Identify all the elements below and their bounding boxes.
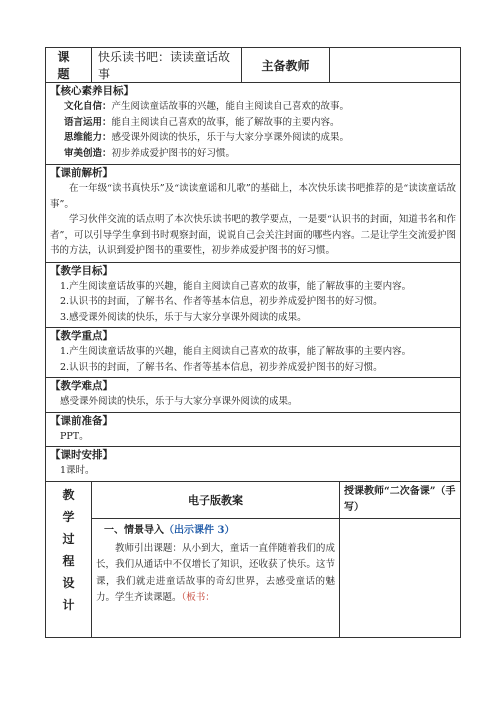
intro-body: 教师引出课题：从小到大，童话一直伴随着我们的成长，我们从通话中不仅增长了知识，还收获了快乐。这节课，我们就走进童话故事的奇幻世界，去感受童话的魅力。学生齐读课题。（板书：	[96, 542, 335, 603]
topic-value: 快乐读书吧：读读童话故事	[92, 48, 242, 83]
goals-section	[46, 262, 461, 328]
core-item: 文化自信：产生阅读童话故事的兴趣，能自主阅读自己喜欢的故事。	[64, 101, 350, 112]
header-row	[46, 48, 461, 83]
core-item: 语言运用：能自主阅读自己喜欢的故事，能了解故事的主要内容。	[64, 116, 340, 128]
goal-item: 1.产生阅读童话故事的兴趣，能自主阅读自己喜欢的故事，能了解故事的主要内容。	[60, 280, 412, 292]
courseware-note: （出示课件 3）	[164, 524, 235, 536]
schedule-text: 1课时。	[60, 465, 95, 476]
handwritten-notes-area	[340, 518, 461, 637]
board-note: （板书：	[181, 592, 215, 603]
topic-label: 课 题	[46, 48, 92, 83]
lesson-plan-table	[45, 47, 461, 482]
goal-item: 2.认识书的封面，了解书名、作者等基本信息，初步养成爱护图书的好习惯。	[60, 296, 383, 307]
analysis-paragraph-2: 学习伙伴交流的话点明了本次快乐读书吧的教学要点，一是要“认识书的封面，知道书名和作者”，可以引导学生拿到书时观察封面，说说自己会关注封面的哪些内容。二是让学生交流爱护图书的方法，认识到爱护图书的重要性，初步养成爱护图书的好习惯。	[50, 214, 456, 256]
key-point-item: 1.产生阅读童话故事的兴趣，能自主阅读自己喜欢的故事，能了解故事的主要内容。	[60, 346, 412, 357]
intro-heading: 一、情景导入（出示课件 3）	[104, 524, 235, 536]
electronic-plan-header: 电子版教案	[92, 481, 340, 518]
analysis-paragraph-1: 在一年级“读书真快乐”及“读读童谣和儿歌”的基础上，本次快乐读书吧推荐的是“读读童话故事”。	[50, 183, 456, 210]
difficulty-text: 感受课外阅读的快乐，乐于与大家分享课外阅读的成果。	[60, 396, 298, 407]
analysis-title: 【课前解析】	[50, 167, 113, 179]
process-side-label: 教 学 过 程 设 计	[46, 481, 92, 637]
goals-title: 【教学目标】	[50, 264, 113, 277]
schedule-section	[46, 447, 461, 482]
prep-section	[46, 412, 461, 447]
process-table	[45, 481, 461, 638]
analysis-section	[46, 165, 461, 263]
difficulty-title: 【教学难点】	[50, 380, 113, 392]
teacher-label: 主备教师	[242, 48, 330, 83]
schedule-title: 【课时安排】	[50, 449, 113, 461]
handwritten-header: 授课教师“二次备课”（手写）	[340, 481, 461, 518]
core-item: 审美创造：初步养成爱护图书的好习惯。	[64, 147, 236, 159]
lesson-plan-page	[45, 47, 460, 638]
key-points-section	[46, 328, 461, 378]
prep-text: PPT。	[60, 430, 89, 442]
prep-title: 【课前准备】	[50, 414, 113, 427]
core-goals-section	[46, 83, 461, 165]
difficulty-section	[46, 378, 461, 413]
key-points-title: 【教学重点】	[50, 330, 113, 342]
core-goals-title: 【核心素养目标】	[50, 85, 134, 97]
teacher-value	[330, 48, 461, 83]
core-item: 思维能力：感受课外阅读的快乐，乐于与大家分享课外阅读的成果。	[64, 132, 350, 143]
electronic-plan-body	[92, 518, 340, 637]
key-point-item: 2.认识书的封面，了解书名、作者等基本信息，初步养成爱护图书的好习惯。	[60, 361, 383, 373]
goal-item: 3.感受课外阅读的快乐，乐于与大家分享课外阅读的成果。	[60, 311, 307, 323]
